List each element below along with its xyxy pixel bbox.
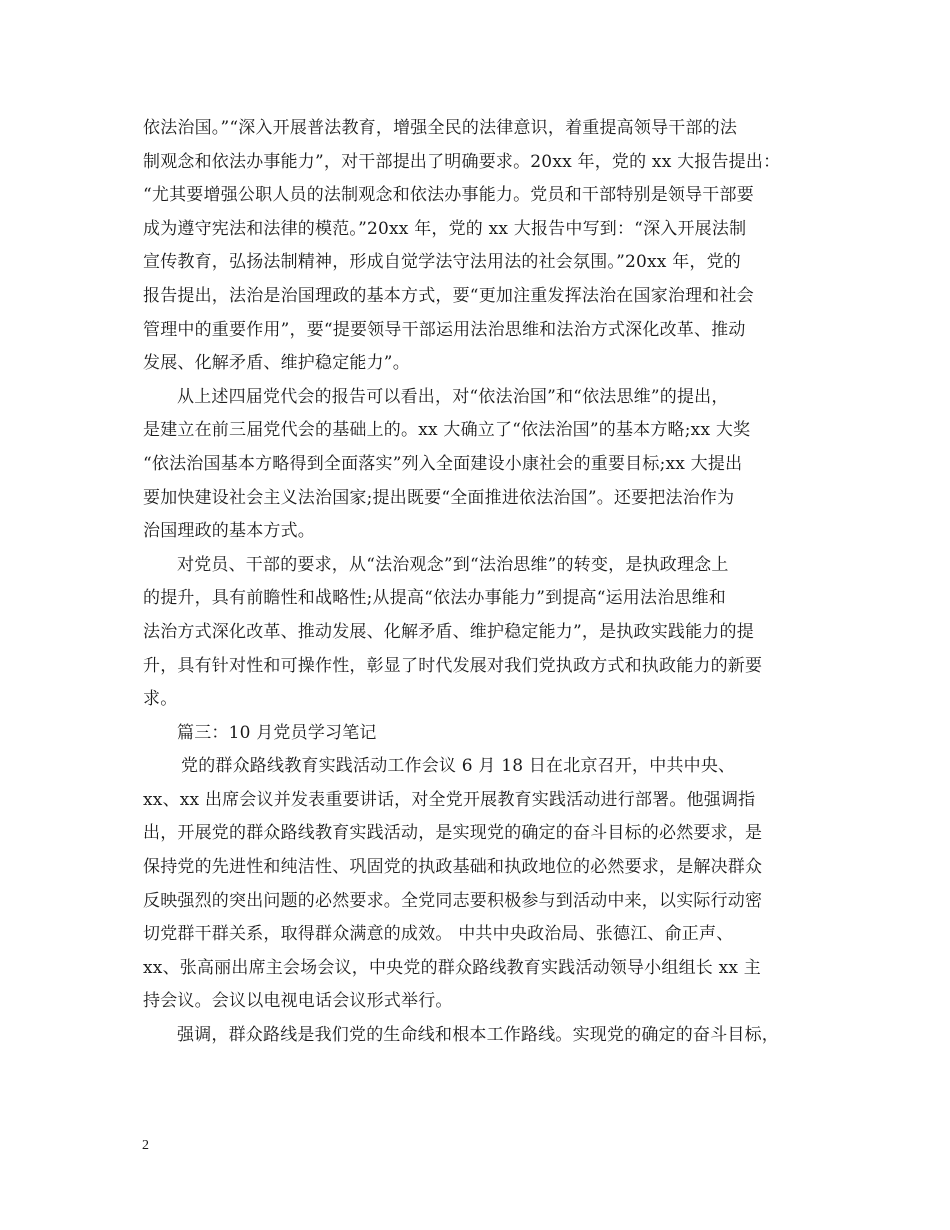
text-line: 求。 <box>143 689 178 710</box>
text-line: 反映强烈的突出问题的必然要求。全党同志要积极参与到活动中来，以实际行动密 <box>143 890 763 911</box>
text-line: 管理中的重要作用”，要“提要领导干部运用法治思维和法治方式深化改革、推动 <box>143 319 746 340</box>
text-line: 从上述四届党代会的报告可以看出，对“依法治国”和“依法思维”的提出， <box>177 386 729 407</box>
text-line: 的提升，具有前瞻性和战略性;从提高“依法办事能力”到提高“运用法治思维和 <box>143 588 726 609</box>
text-line: 对党员、干部的要求，从“法治观念”到“法治思维”的转变，是执政理念上 <box>177 554 729 575</box>
page-number: 2 <box>142 1138 149 1153</box>
text-line: 宣传教育，弘扬法制精神，形成自觉学法守法用法的社会氛围。”20xx 年，党的 <box>143 252 741 273</box>
text-line: 切党群干群关系，取得群众满意的成效。 中共中央政治局、张德江、俞正声、 <box>143 924 734 945</box>
text-line: 发展、化解矛盾、维护稳定能力”。 <box>143 353 410 374</box>
text-line: 升，具有针对性和可操作性，彰显了时代发展对我们党执政方式和执政能力的新要 <box>143 655 763 676</box>
text-line: 法治方式深化改革、推动发展、化解矛盾、维护稳定能力”，是执政实践能力的提 <box>143 621 754 642</box>
text-line: 强调，群众路线是我们党的生命线和根本工作路线。实现党的确定的奋斗目标， <box>177 1025 779 1046</box>
text-line: “尤其要增强公职人员的法制观念和依法办事能力。党员和干部特别是领导干部要 <box>143 185 754 206</box>
text-line: 依法治国。”“深入开展普法教育，增强全民的法律意识，着重提高领导干部的法 <box>143 118 738 138</box>
text-line: 治国理政的基本方式。 <box>143 521 315 542</box>
section-heading: 篇三：10 月党员学习笔记 <box>177 722 377 743</box>
text-line: 成为遵守宪法和法律的模范。”20xx 年，党的 xx 大报告中写到：“深入开展法制 <box>143 218 747 239</box>
text-line: xx、张高丽出席主会场会议，中央党的群众路线教育实践活动领导小组组长 xx 主 <box>143 957 761 978</box>
text-line: 是建立在前三届党代会的基础上的。xx 大确立了“依法治国”的基本方略;xx 大奖 <box>143 420 751 441</box>
text-line: xx、xx 出席会议并发表重要讲话，对全党开展教育实践活动进行部署。他强调指 <box>143 789 756 810</box>
text-line: 制观念和依法办事能力”，对干部提出了明确要求。20xx 年，党的 xx 大报告提出： <box>143 151 781 172</box>
text-line: “依法治国基本方略得到全面落实”列入全面建设小康社会的重要目标;xx 大提出 <box>143 453 743 474</box>
text-line: 党的群众路线教育实践活动工作会议 6 月 18 日在北京召开，中共中央、 <box>181 756 736 777</box>
text-line: 报告提出，法治是治国理政的基本方式，要“更加注重发挥法治在国家治理和社会 <box>143 285 754 306</box>
text-line: 出，开展党的群众路线教育实践活动，是实现党的确定的奋斗目标的必然要求，是 <box>143 823 763 844</box>
text-line: 要加快建设社会主义法治国家;提出既要“全面推进依法治国”。还要把法治作为 <box>143 487 735 508</box>
text-line: 保持党的先进性和纯洁性、巩固党的执政基础和执政地位的必然要求，是解决群众 <box>143 857 763 878</box>
document-body <box>143 112 813 1053</box>
text-line: 持会议。会议以电视电话会议形式举行。 <box>143 991 453 1012</box>
